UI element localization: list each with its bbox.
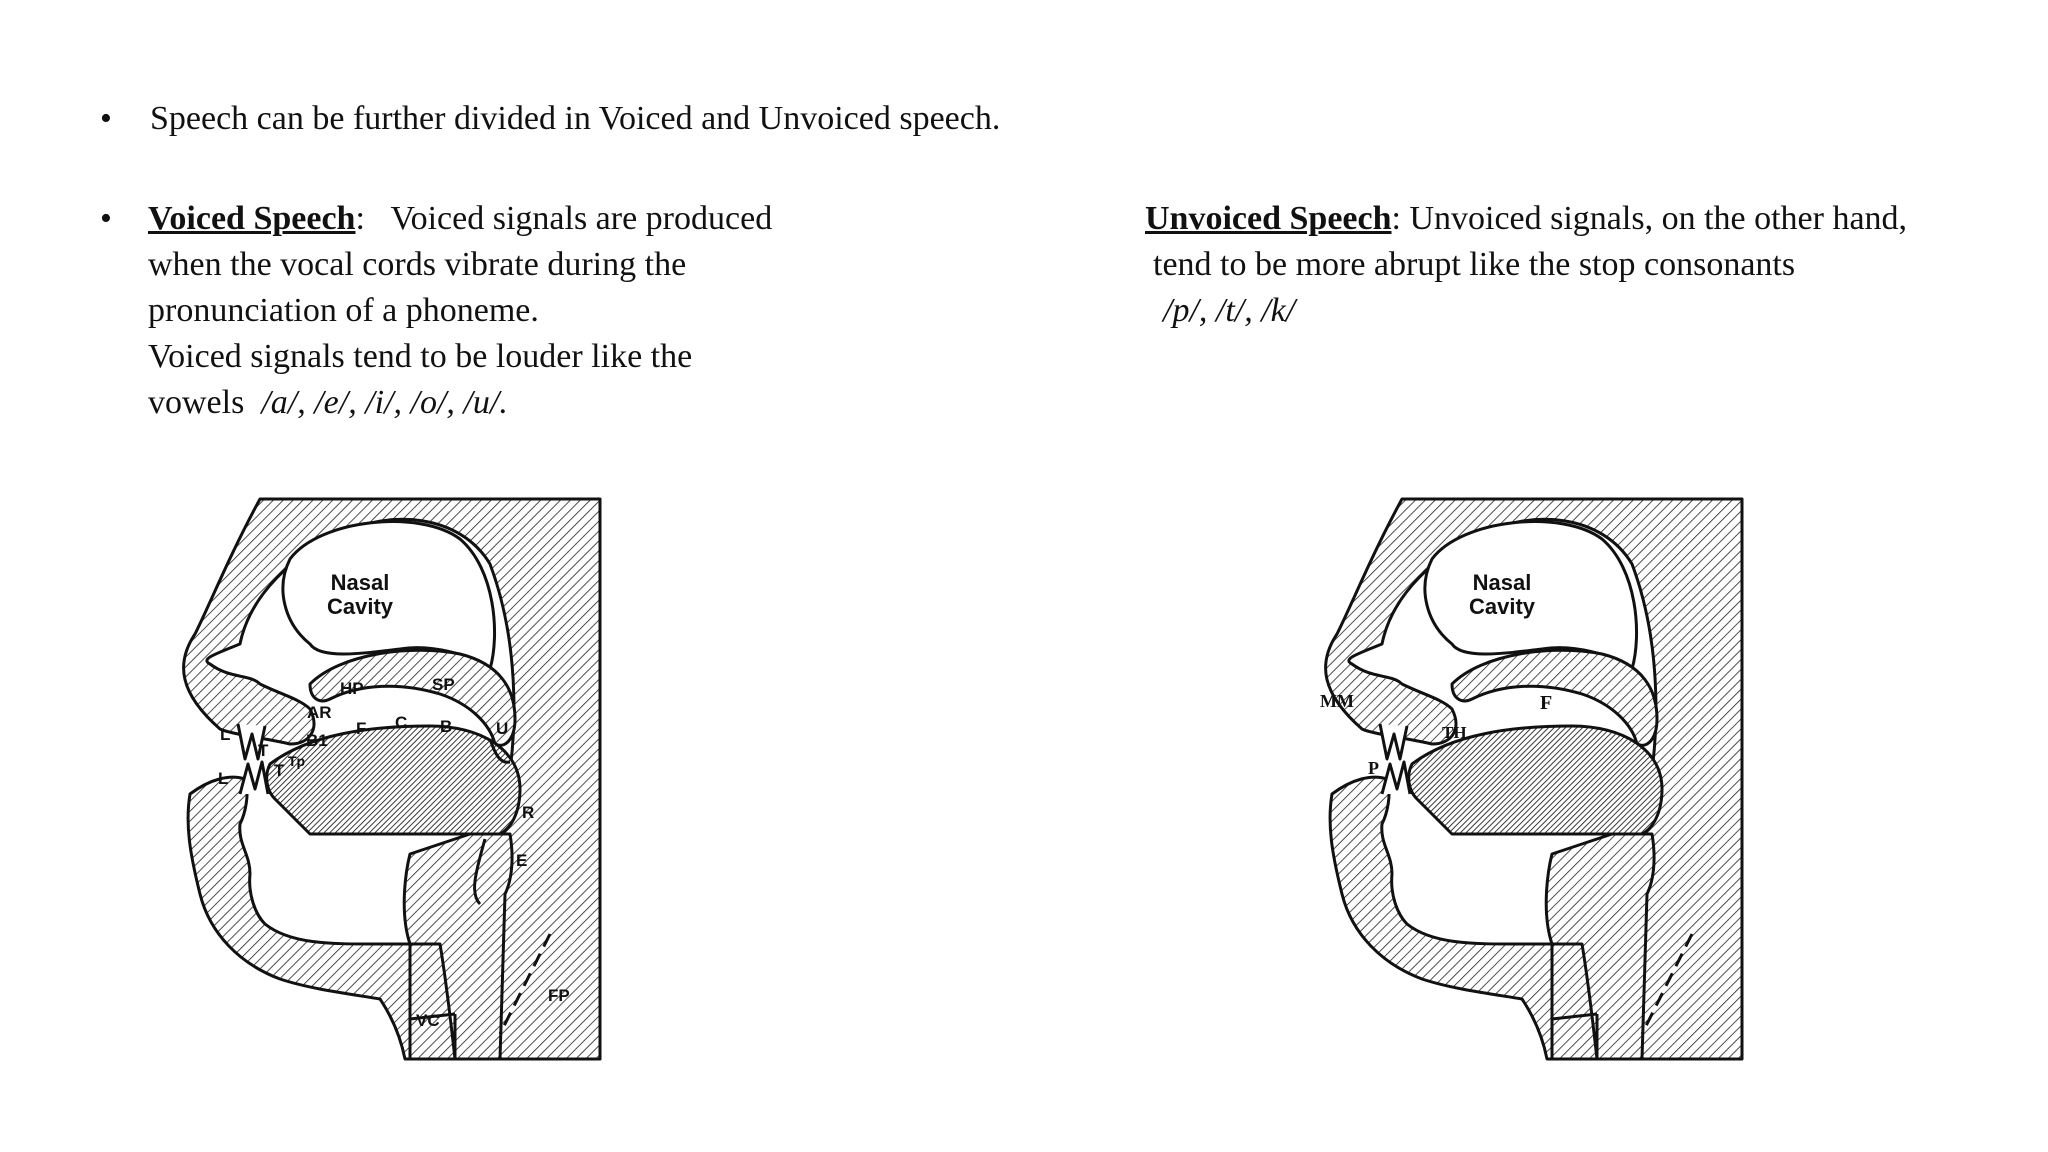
voiced-description — [148, 196, 1008, 426]
unvoiced-line-2: tend to be more abrupt like the stop consonants — [1153, 246, 1796, 283]
voiced-line1-text: Voiced signals are produced — [390, 200, 773, 237]
label-c: C — [395, 713, 408, 732]
label-u: U — [496, 719, 509, 738]
label-t-upper: T — [258, 741, 269, 760]
voiced-sep: : — [355, 200, 365, 237]
unvoiced-description — [1145, 196, 2045, 334]
vocal-tract-diagram-unvoiced — [1312, 494, 1752, 1074]
unvoiced-phonemes: /p/, /t/, /k/ — [1163, 292, 1296, 329]
nasal-cavity-label: Cavity — [326, 594, 394, 619]
label-fp: FP — [548, 986, 570, 1005]
voiced-vowels-prefix: vowels — [148, 384, 245, 421]
voiced-line-5 — [148, 380, 1008, 426]
teeth-upper — [1380, 724, 1407, 759]
label-f: F — [356, 719, 367, 738]
label-th: TH — [1442, 723, 1467, 742]
voiced-line-4: Voiced signals tend to be louder like the — [148, 338, 693, 375]
label-ar: AR — [307, 703, 332, 722]
voiced-line-3: pronunciation of a phoneme. — [148, 292, 539, 329]
nasal-cavity-label: Cavity — [1468, 594, 1536, 619]
intro-text: Speech can be further divided in Voiced and Unvoiced speech. — [150, 100, 1001, 137]
teeth-lower — [1382, 762, 1410, 794]
nasal-cavity-label: Nasal — [330, 570, 390, 595]
voiced-vowels: /a/, /e/, /i/, /o/, /u/. — [261, 384, 508, 421]
teeth-lower — [240, 762, 268, 794]
bullet-dot: • — [100, 200, 112, 237]
label-l-lower: L — [218, 769, 229, 788]
label-sp: SP — [432, 675, 455, 694]
label-p: P — [1368, 758, 1379, 778]
unvoiced-line-1 — [1145, 196, 2045, 242]
label-t-lower: T — [274, 761, 285, 780]
label-vc: VC — [416, 1011, 440, 1030]
label-e: E — [516, 851, 528, 870]
label-tp: Tp — [288, 753, 306, 769]
unvoiced-line1-text: : Unvoiced signals, on the other hand, — [1391, 200, 1908, 237]
label-f: F — [1540, 692, 1553, 714]
voiced-heading: Voiced Speech — [148, 200, 356, 237]
bullet-dot: • — [100, 100, 112, 137]
label-b: B — [440, 717, 453, 736]
label-hp: HP — [340, 679, 364, 698]
label-r: R — [522, 803, 535, 822]
voiced-line-1 — [148, 196, 1008, 242]
label-mm: MM — [1320, 691, 1354, 711]
label-l-upper: L — [220, 725, 231, 744]
voiced-line-2: when the vocal cords vibrate during the — [148, 246, 687, 283]
vocal-tract-diagram-voiced — [170, 494, 610, 1074]
nasal-cavity-label: Nasal — [1472, 570, 1532, 595]
unvoiced-heading: Unvoiced Speech — [1145, 200, 1392, 237]
label-b1: B1 — [306, 731, 328, 750]
